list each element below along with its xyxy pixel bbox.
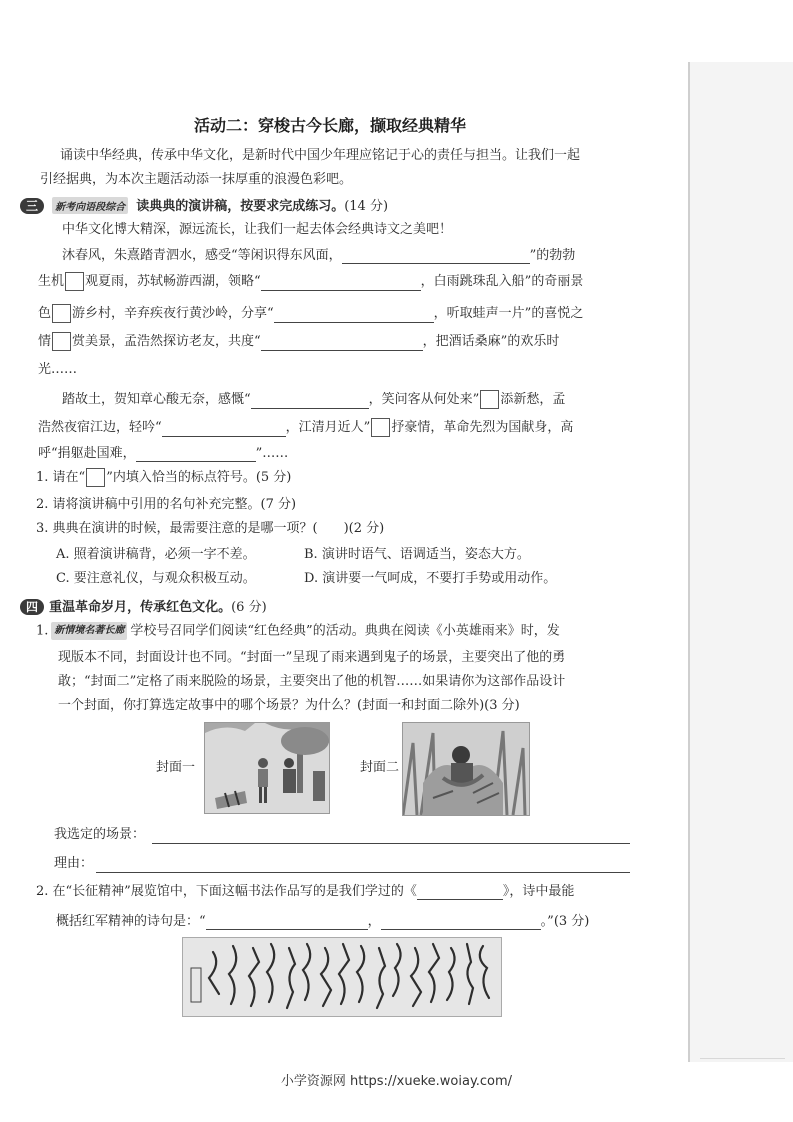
speech-line-8: 呼“捐躯赴国难， ”…… [38, 446, 289, 461]
answer-blank[interactable] [206, 915, 368, 930]
activity-title: 活动二：穿梭古今长廊，撷取经典精华 [193, 116, 466, 135]
question-4-2-line-1: 2. 在“长征精神”展览馆中，下面这幅书法作品写的是我们学过的《 》，诗中最能 [36, 884, 575, 899]
answer-blank[interactable] [274, 308, 434, 323]
answer-blank[interactable] [251, 394, 369, 409]
speech-line-5: 光…… [38, 362, 78, 377]
section-3-title: 读典典的演讲稿，按要求完成练习。 [136, 199, 345, 214]
section-3-score: (14 分) [344, 199, 389, 214]
page-edge-shadow [688, 62, 793, 1062]
speech-line-4: 情 赏美景，孟浩然探访老友，共度“ ，把酒话桑麻”的欢乐时 [38, 334, 560, 349]
section-4-heading [20, 596, 267, 615]
speech-line-7: 浩然夜宿江边，轻吟“ ，江清月近人” 抒豪情，革命先烈为国献身，高 [38, 420, 574, 435]
calligraphy-artwork [182, 937, 502, 1017]
cover-1-label: 封面一 [156, 760, 196, 775]
answer-blank[interactable] [381, 915, 541, 930]
question-4-1-line-4: 一个封面，你打算选定故事中的哪个场景？为什么？(封面一和封面二除外)(3 分) [58, 698, 520, 713]
question-4-1-line-1: 1. 新情境名著长廊 学校号召同学们阅读“红色经典”的活动。典典在阅读《小英雄雨来》时，发 [36, 623, 560, 639]
footer-watermark: 小学资源网 https://xueke.woiay.com/ [280, 1074, 513, 1089]
option-a[interactable]: A. 照着演讲稿背，必须一字不差。 [56, 547, 256, 562]
answer-blank[interactable] [162, 422, 286, 437]
divider [700, 1058, 785, 1059]
reason-label: 理由： [54, 856, 94, 871]
question-3-2: 2. 请将演讲稿中引用的名句补充完整。(7 分) [36, 497, 297, 512]
answer-blank[interactable] [261, 276, 421, 291]
punctuation-box[interactable] [52, 304, 71, 323]
question-4-1-line-2: 现版本不同，封面设计也不同。“封面一”呈现了雨来遇到鬼子的场景，主要突出了他的勇 [58, 650, 566, 665]
option-c[interactable]: C. 要注意礼仪，与观众积极互动。 [56, 571, 256, 586]
punctuation-box[interactable] [480, 390, 499, 409]
reason-answer-line[interactable] [96, 872, 630, 873]
question-3-1: 1. 请在“ ”内填入恰当的标点符号。(5 分) [36, 470, 292, 485]
speech-line-6: 踏故土，贺知章心酸无奈，感慨“ ，笑问客从何处来” 添新愁，孟 [62, 392, 566, 407]
section-3-heading [20, 195, 388, 214]
speech-line-1: 沐春风，朱熹踏青泗水，感受“等闲识得东风面， ”的勃勃 [62, 248, 576, 263]
scene-label: 我选定的场景： [54, 827, 146, 842]
option-d[interactable]: D. 演讲要一气呵成，不要打手势或用动作。 [304, 571, 557, 586]
punctuation-box[interactable] [65, 272, 84, 291]
cover-2-image [402, 722, 530, 816]
answer-blank[interactable] [261, 336, 423, 351]
answer-blank[interactable] [136, 447, 256, 462]
section-4-badge: 四 [20, 599, 44, 615]
speech-line-3: 色 游乡村，辛弃疾夜行黄沙岭，分享“ ，听取蛙声一片”的喜悦之 [38, 306, 584, 321]
speech-line-2: 生机 观夏雨，苏轼畅游西湖，领略“ ，白雨跳珠乱入船”的奇丽景 [38, 274, 584, 289]
section-3-lead: 中华文化博大精深，源远流长，让我们一起去体会经典诗文之美吧！ [62, 222, 453, 237]
intro-line-1: 诵读中华经典，传承中华文化，是新时代中国少年理应铭记于心的责任与担当。让我们一起 [60, 148, 581, 163]
section-3-badge: 三 [20, 198, 44, 214]
punctuation-box[interactable] [52, 332, 71, 351]
intro-line-2: 引经据典，为本次主题活动添一抹厚重的浪漫色彩吧。 [40, 172, 353, 187]
answer-blank[interactable] [417, 885, 503, 900]
option-b[interactable]: B. 演讲时语气、语调适当，姿态大方。 [304, 547, 530, 562]
section-4-score: (6 分) [231, 600, 267, 615]
question-4-2-line-2: 概括红军精神的诗句是：“ ， 。”(3 分) [56, 914, 590, 929]
scene-answer-line[interactable] [152, 843, 630, 844]
cover-2-label: 封面二 [360, 760, 400, 775]
question-4-1-line-3: 敢；“封面二”定格了雨来脱险的场景，主要突出了他的机智……如果请你为这部作品设计 [58, 674, 566, 689]
section-4-title: 重温革命岁月，传承红色文化。 [49, 600, 232, 615]
question-4-1-tag: 新情境名著长廊 [51, 622, 127, 640]
punctuation-box[interactable] [371, 418, 390, 437]
answer-blank[interactable] [342, 249, 530, 264]
punctuation-box-sample [86, 468, 105, 487]
question-3-3: 3. 典典在演讲的时候，最需要注意的是哪一项？( )(2 分) [36, 521, 385, 536]
section-3-tag: 新考向语段综合 [52, 197, 128, 214]
cover-1-image [204, 722, 330, 814]
